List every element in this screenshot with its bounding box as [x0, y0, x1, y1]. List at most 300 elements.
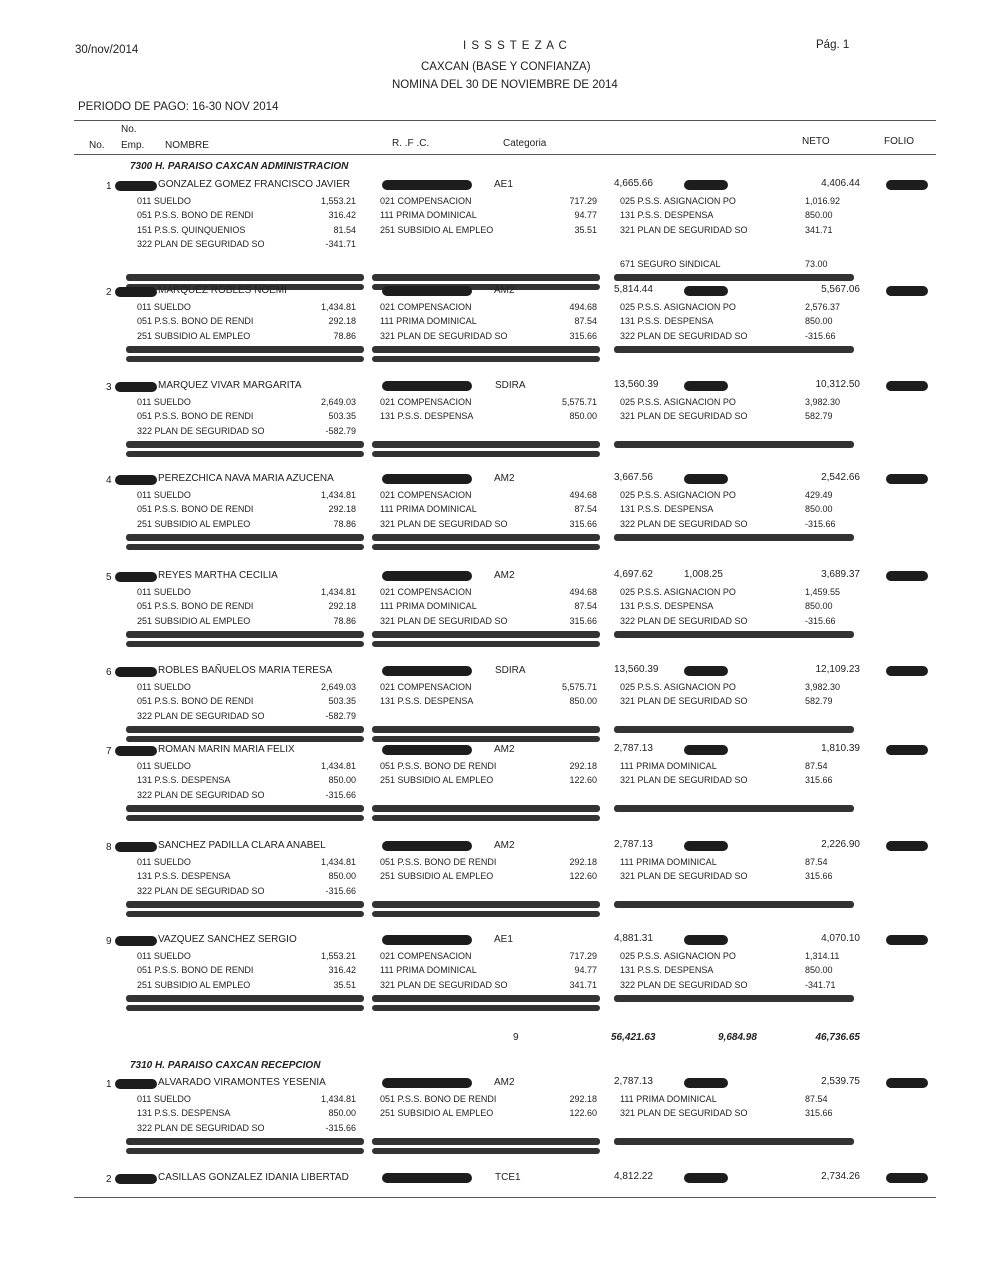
- concept-label: 025 P.S.S. ASIGNACION PO: [620, 490, 736, 500]
- employee-name: PEREZCHICA NAVA MARIA AZUCENA: [158, 473, 334, 484]
- concept-label: 251 SUBSIDIO AL EMPLEO: [380, 775, 494, 786]
- employee-name: GONZALEZ GOMEZ FRANCISCO JAVIER: [158, 179, 351, 190]
- employee-category: AE1: [494, 934, 513, 945]
- concept-amount: 292.18: [569, 857, 597, 867]
- redacted-line: [614, 631, 854, 638]
- concept-label: 025 P.S.S. ASIGNACION PO: [620, 196, 736, 206]
- concept-amount: 122.60: [569, 775, 597, 786]
- redacted-line: [372, 1005, 600, 1011]
- redacted-rfc: [382, 474, 472, 484]
- employee-number: 4: [106, 475, 112, 486]
- employee-number: 1: [106, 1079, 112, 1090]
- concept-amount: -315.66: [805, 615, 836, 626]
- redacted-line: [126, 356, 364, 362]
- concept-label: 025 P.S.S. ASIGNACION PO: [620, 682, 736, 692]
- concept-label: 322 PLAN DE SEGURIDAD SO: [137, 1122, 265, 1133]
- concept-label: 021 COMPENSACION: [380, 490, 472, 500]
- redacted-line: [126, 736, 364, 742]
- concept-amount: 503.35: [328, 411, 356, 422]
- concept-amount: 292.18: [328, 601, 356, 612]
- gross-amount: 4,665.66: [614, 178, 653, 189]
- net-amount: 1,810.39: [821, 743, 860, 754]
- concept-label: 322 PLAN DE SEGURIDAD SO: [620, 979, 748, 990]
- page-number: Pág. 1: [816, 39, 850, 51]
- employee-name: MARQUEZ VIVAR MARGARITA: [158, 380, 302, 391]
- net-amount: 2,734.26: [821, 1171, 860, 1182]
- concept-label: 251 SUBSIDIO AL EMPLEO: [380, 871, 494, 882]
- employee-number: 7: [106, 746, 112, 757]
- employee-name: REYES MARTHA CECILIA: [158, 570, 278, 581]
- redacted-line: [372, 911, 600, 917]
- concept-label: 131 P.S.S. DESPENSA: [137, 775, 231, 786]
- concept-amount: 94.77: [574, 210, 597, 221]
- concept-amount: 292.18: [569, 761, 597, 771]
- redacted-line: [372, 631, 600, 638]
- concept-amount: 87.54: [574, 504, 597, 515]
- concept-label: 671 SEGURO SINDICAL: [620, 258, 721, 269]
- gross-amount: 2,787.13: [614, 839, 653, 850]
- concept-label: 322 PLAN DE SEGURIDAD SO: [620, 518, 748, 529]
- redacted-employee-id: [115, 1174, 157, 1184]
- concept-label: 051 P.S.S. BONO DE RENDI: [137, 601, 254, 612]
- redacted-line: [372, 544, 600, 550]
- col-rfc: R. .F .C.: [392, 138, 430, 149]
- col-folio: FOLIO: [884, 136, 915, 147]
- redacted-deduction: [684, 666, 728, 676]
- concept-label: 321 PLAN DE SEGURIDAD SO: [620, 224, 748, 235]
- concept-amount: 78.86: [333, 615, 356, 626]
- concept-label: 322 PLAN DE SEGURIDAD SO: [137, 425, 265, 436]
- concept-label: 021 COMPENSACION: [380, 302, 472, 312]
- concept-amount: 35.51: [333, 979, 356, 990]
- redacted-folio: [886, 571, 928, 581]
- redacted-line: [614, 274, 854, 281]
- gross-amount: 4,697.62: [614, 569, 653, 580]
- concept-amount: 122.60: [569, 871, 597, 882]
- payroll-title: NOMINA DEL 30 DE NOVIEMBRE DE 2014: [392, 79, 618, 91]
- deduction-amount: 1,008.25: [684, 569, 723, 580]
- concept-label: 111 PRIMA DOMINICAL: [380, 965, 477, 976]
- concept-label: 111 PRIMA DOMINICAL: [380, 601, 477, 612]
- redacted-line: [372, 736, 600, 742]
- redacted-rfc: [382, 571, 472, 581]
- concept-label: 021 COMPENSACION: [380, 397, 472, 407]
- net-amount: 4,406.44: [821, 178, 860, 189]
- concept-amount: -315.66: [805, 330, 836, 341]
- section-total-net: 46,736.65: [815, 1032, 860, 1043]
- concept-amount: 315.66: [569, 615, 597, 626]
- concept-label: 322 PLAN DE SEGURIDAD SO: [137, 885, 265, 896]
- concept-amount: 1,016.92: [805, 196, 841, 206]
- redacted-folio: [886, 474, 928, 484]
- redacted-line: [614, 441, 854, 448]
- employee-number: 1: [106, 181, 112, 192]
- concept-amount: -341.71: [325, 239, 356, 250]
- employee-number: 9: [106, 936, 112, 947]
- redacted-line: [126, 901, 364, 908]
- concept-label: 322 PLAN DE SEGURIDAD SO: [137, 239, 265, 250]
- concept-label: 111 PRIMA DOMINICAL: [620, 761, 717, 771]
- concept-label: 321 PLAN DE SEGURIDAD SO: [620, 871, 748, 882]
- concept-label: 025 P.S.S. ASIGNACION PO: [620, 302, 736, 312]
- concept-amount: 1,434.81: [320, 761, 356, 771]
- employee-number: 6: [106, 667, 112, 678]
- redacted-rfc: [382, 1078, 472, 1088]
- col-no-emp-line1: No.: [121, 124, 137, 135]
- concept-label: 021 COMPENSACION: [380, 196, 472, 206]
- redacted-deduction: [684, 381, 728, 391]
- concept-amount: 850.00: [569, 411, 597, 422]
- net-amount: 2,226.90: [821, 839, 860, 850]
- redacted-deduction: [684, 935, 728, 945]
- redacted-deduction: [684, 1173, 728, 1183]
- concept-label: 131 P.S.S. DESPENSA: [620, 210, 714, 221]
- concept-amount: -315.66: [325, 885, 356, 896]
- report-date: 30/nov/2014: [75, 44, 139, 56]
- concept-amount: 2,576.37: [805, 302, 841, 312]
- concept-amount: 292.18: [328, 316, 356, 327]
- employee-name: MARQUEZ ROBLES NOEMI: [158, 285, 287, 296]
- redacted-line: [126, 1148, 364, 1154]
- concept-label: 151 P.S.S. QUINQUENIOS: [137, 224, 246, 235]
- employee-category: TCE1: [495, 1172, 521, 1183]
- employee-category: AE1: [494, 179, 513, 190]
- concept-amount: 429.49: [805, 490, 833, 500]
- gross-amount: 3,667.56: [614, 472, 653, 483]
- redacted-folio: [886, 1173, 928, 1183]
- concept-label: 322 PLAN DE SEGURIDAD SO: [137, 789, 265, 800]
- redacted-line: [372, 451, 600, 457]
- concept-label: 011 SUELDO: [137, 490, 191, 500]
- concept-amount: 717.29: [569, 196, 597, 206]
- redacted-line: [614, 995, 854, 1002]
- concept-label: 051 P.S.S. BONO DE RENDI: [137, 411, 254, 422]
- concept-amount: 1,553.21: [320, 951, 356, 961]
- net-amount: 3,689.37: [821, 569, 860, 580]
- redacted-deduction: [684, 474, 728, 484]
- redacted-line: [372, 534, 600, 541]
- redacted-line: [126, 641, 364, 647]
- redacted-employee-id: [115, 842, 157, 852]
- concept-label: 321 PLAN DE SEGURIDAD SO: [380, 615, 508, 626]
- redacted-rfc: [382, 286, 472, 296]
- org-name: I S S S T E Z A C: [463, 40, 568, 52]
- concept-label: 131 P.S.S. DESPENSA: [620, 316, 714, 327]
- concept-amount: 850.00: [805, 601, 833, 612]
- gross-amount: 13,560.39: [614, 664, 659, 675]
- redacted-folio: [886, 286, 928, 296]
- redacted-line: [372, 805, 600, 812]
- redacted-line: [126, 995, 364, 1002]
- concept-label: 051 P.S.S. BONO DE RENDI: [137, 316, 254, 327]
- header-rule-bottom: [74, 154, 936, 155]
- concept-label: 011 SUELDO: [137, 857, 191, 867]
- concept-amount: 3,982.30: [805, 397, 841, 407]
- concept-amount: 316.42: [328, 210, 356, 221]
- redacted-employee-id: [115, 936, 157, 946]
- redacted-line: [614, 1138, 854, 1145]
- redacted-deduction: [684, 841, 728, 851]
- concept-amount: 1,459.55: [805, 587, 841, 597]
- concept-label: 111 PRIMA DOMINICAL: [380, 210, 477, 221]
- redacted-folio: [886, 745, 928, 755]
- concept-amount: 316.42: [328, 965, 356, 976]
- redacted-line: [372, 346, 600, 353]
- section-employee-count: 9: [513, 1032, 519, 1043]
- redacted-line: [372, 1148, 600, 1154]
- concept-amount: 582.79: [805, 411, 833, 422]
- redacted-line: [126, 451, 364, 457]
- page-bottom-rule: [74, 1197, 936, 1198]
- concept-label: 251 SUBSIDIO AL EMPLEO: [380, 224, 494, 235]
- redacted-employee-id: [115, 1079, 157, 1089]
- report-subtitle: CAXCAN (BASE Y CONFIANZA): [421, 61, 591, 73]
- concept-amount: 5,575.71: [561, 397, 597, 407]
- concept-label: 131 P.S.S. DESPENSA: [137, 1108, 231, 1119]
- concept-amount: 5,575.71: [561, 682, 597, 692]
- concept-amount: 1,434.81: [320, 490, 356, 500]
- concept-amount: 73.00: [805, 258, 828, 269]
- concept-label: 321 PLAN DE SEGURIDAD SO: [620, 696, 748, 707]
- concept-label: 251 SUBSIDIO AL EMPLEO: [380, 1108, 494, 1119]
- redacted-line: [372, 1138, 600, 1145]
- redacted-line: [126, 346, 364, 353]
- concept-amount: 850.00: [328, 871, 356, 882]
- concept-amount: 494.68: [569, 302, 597, 312]
- net-amount: 12,109.23: [815, 664, 860, 675]
- redacted-employee-id: [115, 667, 157, 677]
- redacted-deduction: [684, 180, 728, 190]
- redacted-line: [126, 805, 364, 812]
- redacted-deduction: [684, 286, 728, 296]
- employee-category: AM2: [494, 744, 515, 755]
- concept-amount: 1,314.11: [805, 951, 840, 961]
- employee-name: ALVARADO VIRAMONTES YESENIA: [158, 1077, 326, 1088]
- net-amount: 2,539.75: [821, 1076, 860, 1087]
- concept-amount: 292.18: [328, 504, 356, 515]
- redacted-line: [614, 534, 854, 541]
- concept-amount: -582.79: [325, 425, 356, 436]
- concept-amount: 315.66: [569, 330, 597, 341]
- concept-label: 321 PLAN DE SEGURIDAD SO: [620, 1108, 748, 1119]
- redacted-rfc: [382, 1173, 472, 1183]
- gross-amount: 13,560.39: [614, 379, 659, 390]
- gross-amount: 4,812.22: [614, 1171, 653, 1182]
- concept-amount: 1,434.81: [320, 302, 356, 312]
- concept-amount: 87.54: [805, 1094, 828, 1104]
- concept-amount: 78.86: [333, 518, 356, 529]
- concept-amount: 122.60: [569, 1108, 597, 1119]
- redacted-line: [126, 441, 364, 448]
- concept-label: 131 P.S.S. DESPENSA: [620, 965, 714, 976]
- employee-category: AM2: [494, 473, 515, 484]
- concept-label: 051 P.S.S. BONO DE RENDI: [380, 857, 497, 867]
- redacted-line: [372, 726, 600, 733]
- concept-amount: -582.79: [325, 710, 356, 721]
- redacted-folio: [886, 935, 928, 945]
- net-amount: 10,312.50: [815, 379, 860, 390]
- concept-label: 025 P.S.S. ASIGNACION PO: [620, 951, 736, 961]
- redacted-employee-id: [115, 181, 157, 191]
- concept-label: 011 SUELDO: [137, 1094, 191, 1104]
- concept-amount: 315.66: [805, 775, 833, 786]
- concept-amount: 850.00: [805, 965, 833, 976]
- redacted-employee-id: [115, 475, 157, 485]
- concept-label: 021 COMPENSACION: [380, 682, 472, 692]
- concept-amount: 87.54: [574, 601, 597, 612]
- concept-label: 251 SUBSIDIO AL EMPLEO: [137, 979, 251, 990]
- concept-label: 021 COMPENSACION: [380, 587, 472, 597]
- concept-amount: 582.79: [805, 696, 833, 707]
- concept-amount: -315.66: [805, 518, 836, 529]
- redacted-line: [126, 1005, 364, 1011]
- concept-amount: 850.00: [805, 316, 833, 327]
- concept-label: 011 SUELDO: [137, 682, 191, 692]
- net-amount: 5,567.06: [821, 284, 860, 295]
- concept-label: 051 P.S.S. BONO DE RENDI: [137, 696, 254, 707]
- section-title: 7300 H. PARAISO CAXCAN ADMINISTRACION: [130, 161, 349, 172]
- concept-label: 111 PRIMA DOMINICAL: [380, 504, 477, 515]
- redacted-line: [614, 346, 854, 353]
- concept-amount: 341.71: [805, 224, 833, 235]
- col-emp: Emp.: [121, 140, 145, 151]
- concept-amount: 2,649.03: [320, 682, 356, 692]
- concept-label: 251 SUBSIDIO AL EMPLEO: [137, 518, 251, 529]
- redacted-employee-id: [115, 382, 157, 392]
- pay-period: PERIODO DE PAGO: 16-30 NOV 2014: [78, 101, 279, 113]
- redacted-folio: [886, 841, 928, 851]
- employee-name: VAZQUEZ SANCHEZ SERGIO: [158, 934, 297, 945]
- concept-label: 251 SUBSIDIO AL EMPLEO: [137, 330, 251, 341]
- col-no: No.: [89, 140, 105, 151]
- employee-category: AM2: [494, 1077, 515, 1088]
- concept-label: 131 P.S.S. DESPENSA: [380, 411, 474, 422]
- employee-category: AM2: [494, 570, 515, 581]
- concept-amount: 81.54: [333, 224, 356, 235]
- redacted-employee-id: [115, 572, 157, 582]
- concept-label: 051 P.S.S. BONO DE RENDI: [137, 210, 254, 221]
- concept-amount: 850.00: [569, 696, 597, 707]
- concept-label: 321 PLAN DE SEGURIDAD SO: [380, 330, 508, 341]
- concept-label: 322 PLAN DE SEGURIDAD SO: [620, 615, 748, 626]
- concept-amount: 1,434.81: [320, 587, 356, 597]
- redacted-deduction: [684, 1078, 728, 1088]
- gross-amount: 4,881.31: [614, 933, 653, 944]
- employee-name: CASILLAS GONZALEZ IDANIA LIBERTAD: [158, 1172, 349, 1183]
- redacted-line: [372, 356, 600, 362]
- concept-label: 051 P.S.S. BONO DE RENDI: [137, 965, 254, 976]
- concept-amount: 87.54: [805, 761, 828, 771]
- employee-category: AM2: [494, 285, 515, 296]
- concept-amount: -315.66: [325, 1122, 356, 1133]
- redacted-folio: [886, 180, 928, 190]
- concept-amount: 87.54: [574, 316, 597, 327]
- concept-amount: 850.00: [328, 775, 356, 786]
- employee-category: AM2: [494, 840, 515, 851]
- col-nombre: NOMBRE: [165, 140, 209, 151]
- redacted-line: [372, 274, 600, 281]
- concept-label: 051 P.S.S. BONO DE RENDI: [380, 761, 497, 771]
- concept-amount: 315.66: [805, 1108, 833, 1119]
- concept-amount: 850.00: [328, 1108, 356, 1119]
- concept-label: 321 PLAN DE SEGURIDAD SO: [380, 518, 508, 529]
- redacted-employee-id: [115, 287, 157, 297]
- concept-amount: 87.54: [805, 857, 828, 867]
- redacted-line: [126, 274, 364, 281]
- redacted-line: [614, 901, 854, 908]
- concept-amount: 315.66: [805, 871, 833, 882]
- concept-label: 131 P.S.S. DESPENSA: [620, 504, 714, 515]
- concept-amount: 1,434.81: [320, 857, 356, 867]
- concept-amount: -341.71: [805, 979, 836, 990]
- concept-label: 011 SUELDO: [137, 951, 191, 961]
- redacted-line: [126, 1138, 364, 1145]
- concept-label: 025 P.S.S. ASIGNACION PO: [620, 397, 736, 407]
- redacted-line: [372, 441, 600, 448]
- concept-amount: 2,649.03: [320, 397, 356, 407]
- employee-number: 2: [106, 1174, 112, 1185]
- concept-amount: 35.51: [574, 224, 597, 235]
- concept-label: 051 P.S.S. BONO DE RENDI: [380, 1094, 497, 1104]
- concept-label: 025 P.S.S. ASIGNACION PO: [620, 587, 736, 597]
- concept-amount: 94.77: [574, 965, 597, 976]
- gross-amount: 2,787.13: [614, 743, 653, 754]
- concept-amount: 341.71: [569, 979, 597, 990]
- col-neto: NETO: [802, 136, 830, 147]
- concept-amount: 292.18: [569, 1094, 597, 1104]
- section-title: 7310 H. PARAISO CAXCAN RECEPCION: [130, 1060, 321, 1071]
- redacted-line: [614, 726, 854, 733]
- concept-label: 011 SUELDO: [137, 761, 191, 771]
- employee-category: SDIRA: [495, 665, 526, 676]
- concept-amount: 78.86: [333, 330, 356, 341]
- redacted-rfc: [382, 666, 472, 676]
- concept-label: 011 SUELDO: [137, 397, 191, 407]
- gross-amount: 5,814.44: [614, 284, 653, 295]
- employee-category: SDIRA: [495, 380, 526, 391]
- redacted-rfc: [382, 381, 472, 391]
- redacted-folio: [886, 666, 928, 676]
- concept-label: 322 PLAN DE SEGURIDAD SO: [620, 330, 748, 341]
- section-total-gross: 56,421.63: [611, 1032, 656, 1043]
- concept-label: 111 PRIMA DOMINICAL: [620, 1094, 717, 1104]
- employee-number: 8: [106, 842, 112, 853]
- concept-amount: 1,553.21: [320, 196, 356, 206]
- redacted-line: [126, 815, 364, 821]
- concept-label: 111 PRIMA DOMINICAL: [620, 857, 717, 867]
- section-total-deductions: 9,684.98: [718, 1032, 757, 1043]
- concept-label: 321 PLAN DE SEGURIDAD SO: [380, 979, 508, 990]
- concept-label: 321 PLAN DE SEGURIDAD SO: [620, 411, 748, 422]
- redacted-line: [126, 534, 364, 541]
- employee-name: ROMAN MARIN MARIA FELIX: [158, 744, 295, 755]
- redacted-line: [372, 641, 600, 647]
- concept-amount: 850.00: [805, 504, 833, 515]
- redacted-rfc: [382, 180, 472, 190]
- concept-amount: -315.66: [325, 789, 356, 800]
- redacted-line: [372, 995, 600, 1002]
- redacted-line: [126, 911, 364, 917]
- redacted-rfc: [382, 841, 472, 851]
- concept-amount: 850.00: [805, 210, 833, 221]
- concept-amount: 503.35: [328, 696, 356, 707]
- concept-amount: 494.68: [569, 490, 597, 500]
- redacted-folio: [886, 1078, 928, 1088]
- redacted-line: [372, 815, 600, 821]
- redacted-line: [126, 631, 364, 638]
- redacted-line: [126, 544, 364, 550]
- employee-name: SANCHEZ PADILLA CLARA ANABEL: [158, 840, 326, 851]
